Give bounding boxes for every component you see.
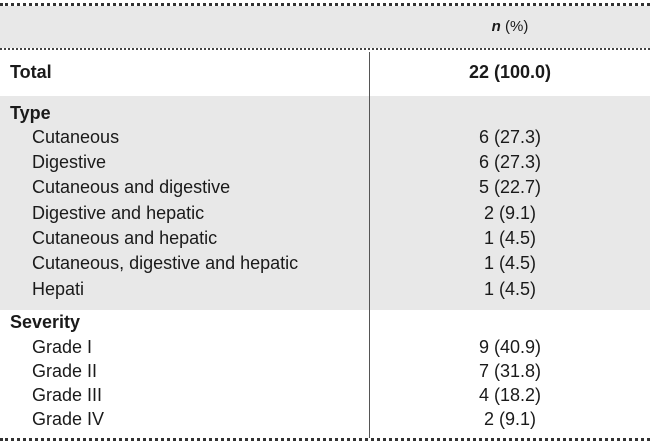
table-row-label: Digestive: [32, 152, 107, 172]
total-value: 22 (100.0): [468, 62, 552, 82]
table-row-value: 2 (9.1): [483, 203, 537, 223]
column-header: [370, 10, 650, 44]
bottom-rule: [0, 438, 650, 441]
table-row-value: 5 (22.7): [478, 177, 542, 197]
severity-title: Severity: [10, 312, 81, 332]
percent-symbol: (%): [505, 18, 529, 35]
table-row-label: Cutaneous: [32, 127, 120, 147]
top-rule: [0, 3, 650, 6]
table-row-label: Digestive and hepatic: [32, 203, 205, 223]
table-row-value: 1 (4.5): [483, 253, 537, 273]
table-row-value: 7 (31.8): [478, 361, 542, 381]
table-row-label: Grade II: [32, 361, 98, 381]
table-row-label: Cutaneous, digestive and hepatic: [32, 253, 299, 273]
table-row-value: 1 (4.5): [483, 279, 537, 299]
table-row-value: 9 (40.9): [478, 337, 542, 357]
n-symbol: n: [491, 18, 501, 35]
total-label: Total: [10, 62, 52, 82]
type-title: Type: [10, 103, 51, 123]
table-row-label: Hepati: [32, 279, 85, 299]
table-row-label: Grade IV: [32, 409, 105, 429]
table-row-label: Grade I: [32, 337, 93, 357]
table-row-label: Cutaneous and digestive: [32, 177, 231, 197]
table-row-label: Cutaneous and hepatic: [32, 228, 218, 248]
table-row-value: 4 (18.2): [478, 385, 542, 405]
table-row-label: Grade III: [32, 385, 103, 405]
table-row-value: 6 (27.3): [478, 127, 542, 147]
table-row-value: 1 (4.5): [483, 228, 537, 248]
table-row-value: 2 (9.1): [483, 409, 537, 429]
header-rule: [0, 48, 650, 50]
table-row-value: 6 (27.3): [478, 152, 542, 172]
